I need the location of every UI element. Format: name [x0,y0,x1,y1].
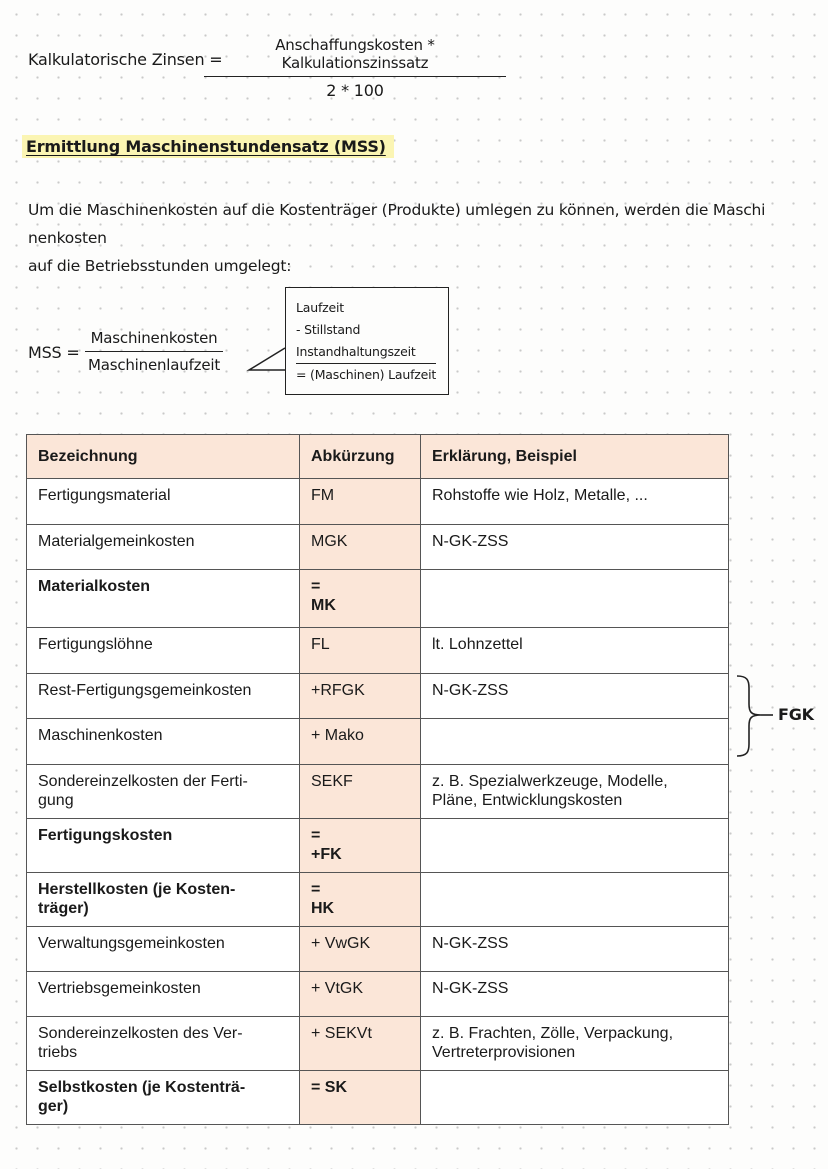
cell-name: Selbstkosten (je Kostenträ- ger) [27,1071,300,1125]
table-row [27,972,729,1017]
mss-formula-denominator: Maschinenlaufzeit [87,356,220,374]
section-heading: Ermittlung Maschinenstundensatz (MSS) [22,135,394,158]
table-header-row [27,435,729,479]
fgk-label: FGK [778,705,814,724]
table-row [27,674,729,719]
cell-name: Verwaltungsgemeinkosten [27,927,300,972]
table-row [27,819,729,873]
column-header-abbreviation: Abkürzung [300,435,421,479]
cell-explanation [421,570,729,628]
cell-name: Materialkosten [27,570,300,628]
interest-formula-numerator: Anschaffungskosten * Kalkulationszinssatz [275,36,435,72]
intro-paragraph [28,196,788,280]
callout-line-2: - Stillstand [296,322,361,337]
cell-name: Sondereinzelkosten der Ferti- gung [27,765,300,819]
table-row [27,628,729,674]
cell-abbreviation: + VwGK [300,927,421,972]
mss-formula-label: MSS = [28,343,80,362]
cell-name: Maschinenkosten [27,719,300,765]
callout-line-1: Laufzeit [296,300,344,315]
table-row [27,1017,729,1071]
cell-explanation: z. B. Spezialwerkzeuge, Modelle, Pläne, Entwicklungskosten [421,765,729,819]
cell-explanation: N-GK-ZSS [421,674,729,719]
cell-abbreviation: = HK [300,873,421,927]
cell-name: Sondereinzelkosten des Ver- triebs [27,1017,300,1071]
cell-name: Herstellkosten (je Kosten- träger) [27,873,300,927]
cell-name: Vertriebsgemeinkosten [27,972,300,1017]
interest-formula-label: Kalkulatorische Zinsen = [28,50,223,69]
cell-abbreviation: + SEKVt [300,1017,421,1071]
cell-explanation: N-GK-ZSS [421,972,729,1017]
cell-name: Fertigungslöhne [27,628,300,674]
fgk-brace [735,674,777,758]
runtime-callout [285,287,449,395]
cell-abbreviation: SEKF [300,765,421,819]
callout-line-4: = (Maschinen) Laufzeit [296,367,437,382]
table-row [27,765,729,819]
cell-explanation: N-GK-ZSS [421,927,729,972]
cell-name: Materialgemeinkosten [27,525,300,570]
cell-abbreviation: MGK [300,525,421,570]
cell-explanation [421,819,729,873]
table-row [27,719,729,765]
interest-formula-denominator: 2 * 100 [326,81,384,100]
cost-calculation-table [26,434,729,1125]
table-row [27,570,729,628]
cell-abbreviation: = SK [300,1071,421,1125]
cell-abbreviation: = +FK [300,819,421,873]
cell-abbreviation: + VtGK [300,972,421,1017]
table-row [27,525,729,570]
cell-explanation [421,719,729,765]
cell-abbreviation: = MK [300,570,421,628]
table-row [27,479,729,525]
cell-explanation: lt. Lohnzettel [421,628,729,674]
callout-line-3: Instandhaltungszeit [296,341,436,364]
column-header-name: Bezeichnung [27,435,300,479]
mss-formula-fraction [85,329,223,374]
interest-formula-fraction [204,36,506,100]
cell-abbreviation: +RFGK [300,674,421,719]
cell-explanation [421,1071,729,1125]
paragraph-line-1: Um die Maschinenkosten auf die Kostenträger (Produkte) umlegen zu können, werden die Maschi nenkosten [28,201,766,247]
table-row [27,873,729,927]
cell-name: Fertigungsmaterial [27,479,300,525]
mss-formula-numerator: Maschinenkosten [90,329,218,347]
cell-name: Rest-Fertigungsgemeinkosten [27,674,300,719]
cell-abbreviation: FL [300,628,421,674]
cell-explanation [421,873,729,927]
cell-abbreviation: FM [300,479,421,525]
table-body [27,479,729,1125]
column-header-explanation: Erklärung, Beispiel [421,435,729,479]
table-row [27,1071,729,1125]
table-row [27,927,729,972]
cell-explanation: z. B. Frachten, Zölle, Verpackung, Vertreterprovisionen [421,1017,729,1071]
cell-abbreviation: + Mako [300,719,421,765]
cell-explanation: Rohstoffe wie Holz, Metalle, ... [421,479,729,525]
paragraph-line-2: auf die Betriebsstunden umgelegt: [28,257,292,275]
cell-explanation: N-GK-ZSS [421,525,729,570]
cell-name: Fertigungskosten [27,819,300,873]
